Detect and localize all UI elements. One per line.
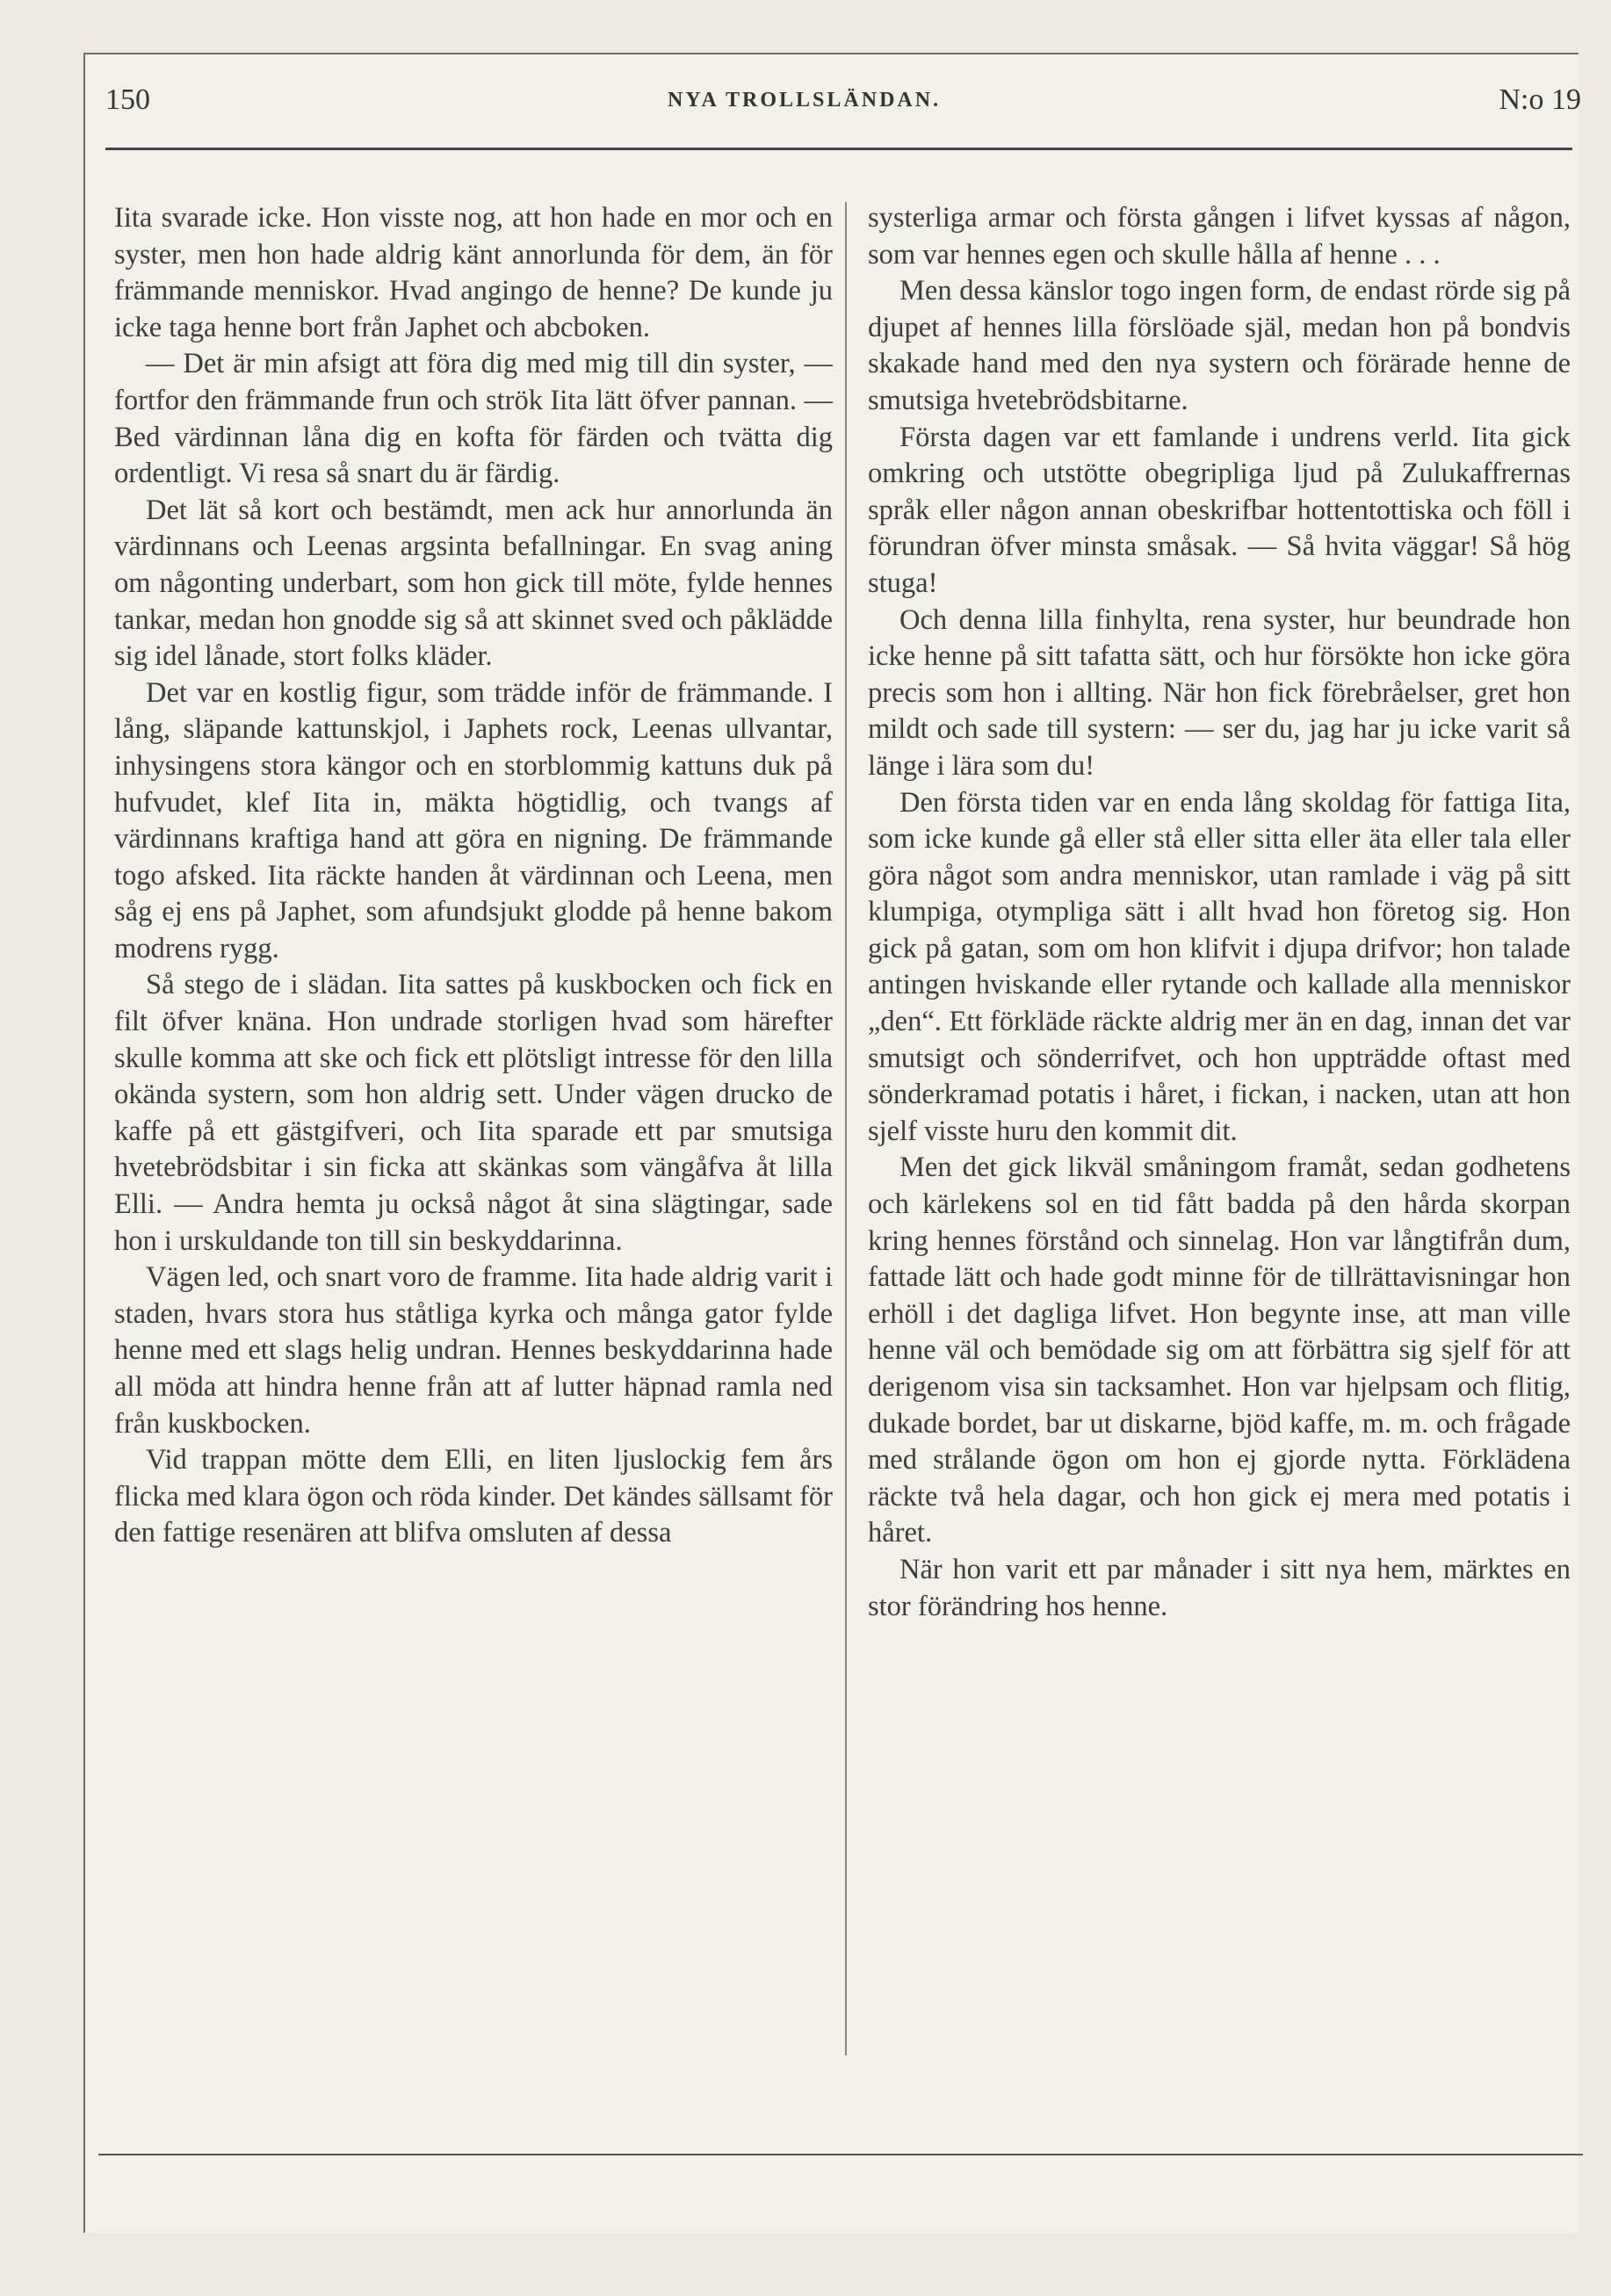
- paragraph: Iita svarade icke. Hon visste nog, att hon hade en mor och en syster, men hon hade aldrig känt annorlunda för dem, än för främmande menniskor. Hvad angingo de henne? De kunde ju icke taga henne bort från Japhet och abcboken.: [114, 202, 833, 343]
- paragraph: Så stego de i slädan. Iita sattes på kuskbocken och fick en filt öfver knäna. Hon undrade storligen hvad som härefter skulle komma att ske och fick ett plötsligt intresse för den lilla okända systern, som hon aldrig sett. Under vägen drucko de kaffe på ett gästgifveri, och Iita sparade ett par smutsiga hvetebrödsbitar i sin ficka att skänkas som vängåfva åt lilla Elli. — Andra hemta ju också något åt sina slägtingar, sade hon i urskuldande ton till sin beskyddarinna.: [114, 969, 833, 1257]
- paragraph: Vid trappan mötte dem Elli, en liten ljuslockig fem års flicka med klara ögon och röda kinder. Det kändes sällsamt för den fattige resenären att blifva omsluten af dessa: [114, 1444, 833, 1549]
- column-divider: [845, 202, 847, 2055]
- page-header: [105, 83, 1581, 136]
- paragraph: Men det gick likväl småningom framåt, sedan godhetens och kärlekens sol en tid fått badda på den hårda skorpan kring hennes förstånd och sinnelag. Hon var långtifrån dum, fattade lätt och hade godt minne för de tillrättavisningar hon erhöll i det dagliga lifvet. Hon begynte inse, att man ville henne väl och bemödade sig om att förbättra sig sjelf för att derigenom visa sin tacksamhet. Hon var hjelpsam och flitig, dukade bordet, bar ut diskarne, bjöd kaffe, m. m. och frågade med strålande ögon om hon ej gjorde nytta. Förklädena räckte två hela dagar, och hon gick ej mera med potatis i håret.: [868, 1152, 1571, 1549]
- running-title: NYA TROLLSLÄNDAN.: [668, 89, 942, 112]
- paragraph: Den första tiden var en enda lång skoldag för fattiga Iita, som icke kunde gå eller stå eller sitta eller äta eller tala eller göra något som andra menniskor, utan ramlade i väg på sitt klumpiga, otympliga sätt i allt hvad hon företog sig. Hon gick på gatan, som om hon klifvit i djupa drifvor; hon talade antingen hviskande eller rytande och kallade alla menniskor „den“. Ett förkläde räckte aldrig mer än en dag, innan det var smutsigt och sönderrifvet, och hon uppträdde oftast med sönderkramad potatis i håret, i fickan, i nacken, utan att hon sjelf visste huru den kommit dit.: [868, 786, 1571, 1147]
- paragraph: Det lät så kort och bestämdt, men ack hur annorlunda än värdinnans och Leenas argsinta befallningar. En svag aning om någonting underbart, som hon gick till möte, fylde hennes tankar, medan hon gnodde sig så att skinnet sved och påklädde sig idel lånade, stort folks kläder.: [114, 494, 833, 673]
- right-column: [868, 200, 1571, 1625]
- page-number: 150: [105, 83, 150, 116]
- footer-rule: [98, 2154, 1583, 2155]
- paragraph: systerliga armar och första gången i lifvet kyssas af någon, som var hennes egen och skulle hålla af henne . . .: [868, 202, 1571, 271]
- paragraph: Första dagen var ett famlande i undrens verld. Iita gick omkring och utstötte obegripliga ljud på Zulukaffrernas språk eller någon annan obeskrifbar hottentottiska och föll i förundran öfver minsta småsak. — Så hvita väggar! Så hög stuga!: [868, 421, 1571, 599]
- paragraph: Och denna lilla finhylta, rena syster, hur beundrade hon icke henne på sitt tafatta sätt, och hur försökte hon icke göra precis som hon i allting. När hon fick förebråelser, gret hon mildt och sade till systern: — ser du, jag har ju icke varit så länge i lära som du!: [868, 603, 1571, 782]
- paragraph: — Det är min afsigt att föra dig med mig till din syster, — fortfor den främmande frun och strök Iita lätt öfver pannan. — Bed värdinnan låna dig en kofta för färden och tvätta dig ordentligt. Vi resa så snart du är färdig.: [114, 348, 833, 490]
- paragraph: Men dessa känslor togo ingen form, de endast rörde sig på djupet af hennes lilla förslöade själ, medan hon på bondvis skakade hand med den nya systern och förärade henne de smutsiga hvetebrödsbitarne.: [868, 275, 1571, 416]
- left-column: [114, 200, 833, 1552]
- paragraph: När hon varit ett par månader i sitt nya hem, märktes en stor förändring hos henne.: [868, 1553, 1571, 1622]
- header-rule: [105, 148, 1572, 150]
- issue-number: N:o 19: [1499, 83, 1581, 116]
- paragraph: Vägen led, och snart voro de framme. Iita hade aldrig varit i staden, hvars stora hus ståtliga kyrka och många gator fylde henne med ett slags helig undran. Hennes beskyddarinna hade all möda att hindra henne från att af lutter häpnad ramla ned från kuskbocken.: [114, 1261, 833, 1440]
- paragraph: Det var en kostlig figur, som trädde inför de främmande. I lång, släpande kattunskjol, i Japhets rock, Leenas ullvantar, inhysingens stora kängor och en storblommig kattuns duk på hufvudet, klef Iita in, mäkta högtidlig, och tvangs af värdinnans kraftiga hand att göra en nigning. De främmande togo afsked. Iita räckte handen åt värdinnan och Leena, men såg ej ens på Japhet, som afundsjukt glodde på henne bakom modrens rygg.: [114, 676, 833, 964]
